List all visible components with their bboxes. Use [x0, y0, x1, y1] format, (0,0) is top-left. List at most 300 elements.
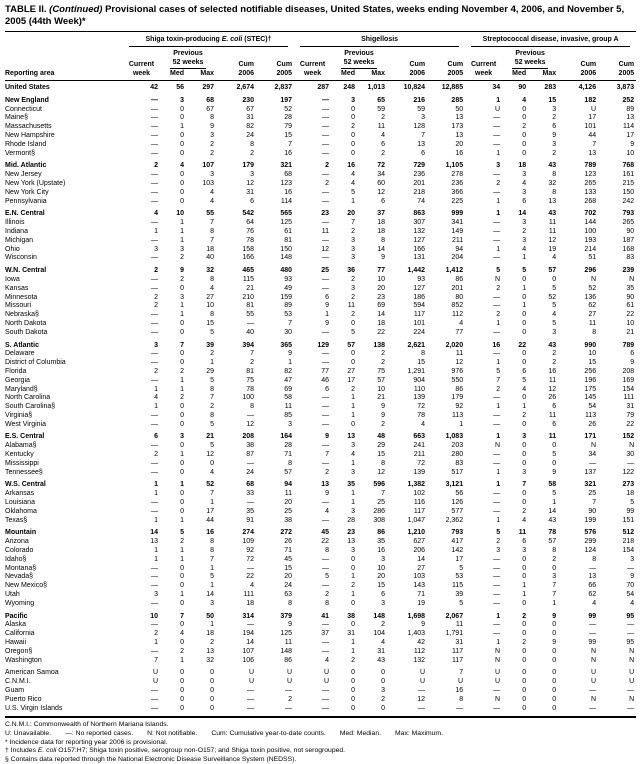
reporting-area-label: Massachusetts: [5, 123, 52, 131]
value-cell: 57: [377, 376, 386, 384]
value-cell: 4: [552, 311, 557, 319]
table-row: [5, 429, 636, 442]
value-cell: —: [151, 599, 158, 607]
footnote-provisional: * Incidence data for reporting year 2006 is provisional.: [5, 738, 168, 746]
value-cell: 133: [584, 188, 597, 196]
value-cell: U: [248, 678, 254, 686]
value-cell: 11: [377, 123, 386, 131]
value-cell: 4,126: [578, 84, 597, 91]
max-label: Max: [528, 69, 558, 81]
value-cell: 9: [325, 319, 330, 327]
value-cell: 7: [210, 236, 214, 244]
value-cell: 8: [592, 555, 597, 563]
max-label: Max: [186, 69, 216, 81]
value-cell: 24: [246, 131, 254, 139]
value-cell: 283: [544, 84, 557, 91]
value-cell: 216: [413, 96, 426, 104]
value-cell: 2: [552, 350, 557, 358]
value-cell: 125: [280, 219, 293, 227]
reporting-area-label: South Dakota: [5, 328, 48, 336]
value-cell: 0: [351, 695, 356, 703]
value-cell: —: [322, 359, 330, 367]
value-cell: 9: [381, 411, 386, 419]
value-cell: 100: [242, 394, 254, 402]
value-cell: 224: [413, 328, 426, 336]
table-row: [5, 338, 636, 351]
value-cell: —: [493, 499, 501, 507]
cum-label: Cum: [409, 61, 426, 68]
value-cell: 26: [548, 394, 557, 402]
value-cell: 2: [210, 140, 214, 148]
value-cell: —: [247, 499, 254, 507]
value-cell: 161: [622, 171, 635, 179]
value-cell: 5: [459, 564, 464, 572]
value-cell: 0: [522, 350, 527, 358]
value-cell: 7: [592, 140, 597, 148]
value-cell: 1: [154, 639, 158, 647]
value-cell: —: [493, 704, 501, 712]
value-cell: 308: [373, 516, 386, 524]
group-header-row: [5, 32, 636, 48]
year-2006-label: 2006: [216, 69, 256, 81]
table-row: [5, 556, 636, 565]
value-cell: 230: [242, 96, 254, 104]
spacer-cell: [216, 47, 294, 58]
value-cell: —: [151, 179, 158, 187]
value-cell: 1,210: [407, 529, 426, 537]
value-cell: —: [322, 188, 330, 196]
value-cell: 8: [210, 547, 214, 555]
value-cell: 3: [180, 96, 184, 104]
value-cell: —: [493, 555, 501, 563]
value-cell: 241: [413, 442, 426, 450]
value-cell: 49: [284, 284, 293, 292]
value-cell: 3: [351, 468, 356, 476]
value-cell: 15: [377, 451, 386, 459]
value-cell: 1,083: [445, 433, 464, 441]
value-cell: 15: [588, 359, 597, 367]
value-cell: 9: [381, 254, 386, 262]
value-cell: 58: [284, 394, 293, 402]
value-cell: 99: [588, 639, 597, 647]
value-cell: 4: [325, 507, 330, 515]
value-cell: 34: [588, 451, 597, 459]
table-row: [5, 254, 636, 263]
value-cell: 7: [421, 131, 426, 139]
value-cell: 9: [325, 490, 330, 498]
value-cell: 1: [552, 499, 557, 507]
value-cell: 2: [210, 639, 214, 647]
value-cell: 77: [455, 328, 464, 336]
reporting-area-label: New Jersey: [5, 171, 42, 179]
value-cell: 12: [321, 245, 330, 253]
value-cell: 0: [522, 420, 527, 428]
value-cell: 0: [180, 459, 184, 467]
value-cell: N: [629, 442, 635, 450]
value-cell: 0: [180, 564, 184, 572]
value-cell: 8: [325, 599, 330, 607]
value-cell: 94: [284, 481, 293, 489]
value-cell: 3: [421, 114, 426, 122]
value-cell: 565: [280, 210, 293, 218]
value-cell: 1: [496, 403, 501, 411]
value-cell: 0: [522, 131, 527, 139]
value-cell: 16: [347, 162, 356, 170]
value-cell: 5: [552, 451, 557, 459]
value-cell: 268: [584, 197, 597, 205]
value-cell: 142: [451, 547, 464, 555]
value-cell: 3: [351, 236, 356, 244]
value-cell: 9: [325, 433, 330, 441]
value-cell: 1: [351, 639, 356, 647]
value-cell: 21: [626, 328, 635, 336]
value-cell: 3: [210, 171, 214, 179]
value-cell: 0: [552, 695, 557, 703]
value-cell: —: [493, 630, 501, 638]
table-row: [5, 517, 636, 526]
value-cell: 0: [552, 275, 557, 283]
value-cell: 82: [246, 123, 254, 131]
legend-item: Cum: Cumulative year-to-date counts.: [211, 729, 326, 737]
value-cell: —: [322, 499, 330, 507]
value-cell: 6: [325, 293, 330, 301]
value-cell: 1: [496, 612, 501, 620]
value-cell: 379: [280, 612, 293, 620]
footnote-legend: [5, 730, 635, 739]
value-cell: 1: [351, 591, 356, 599]
value-cell: 29: [377, 442, 386, 450]
value-cell: 57: [548, 538, 557, 546]
value-cell: —: [247, 695, 254, 703]
value-cell: 2: [522, 639, 527, 647]
value-cell: 18: [206, 245, 214, 253]
value-cell: 38: [347, 612, 356, 620]
value-cell: N: [629, 647, 635, 655]
value-cell: 9: [552, 639, 557, 647]
value-cell: 8: [250, 140, 254, 148]
value-cell: 287: [317, 84, 330, 91]
value-cell: 30: [284, 328, 293, 336]
table-row: [5, 499, 636, 508]
value-cell: 13: [548, 197, 557, 205]
reporting-area-label: New York City: [5, 188, 49, 196]
group-header-strep: [465, 32, 636, 48]
week-label: week: [294, 69, 331, 81]
value-cell: 101: [584, 123, 597, 131]
value-cell: 7: [522, 481, 527, 489]
value-cell: 3: [522, 188, 527, 196]
value-cell: 0: [522, 647, 527, 655]
value-cell: 4: [522, 96, 527, 104]
reporting-area-label: Arkansas: [5, 490, 35, 498]
value-cell: 9: [180, 267, 184, 275]
value-cell: 9: [552, 468, 557, 476]
table-row: [5, 171, 636, 180]
value-cell: 8: [210, 385, 214, 393]
table-row: [5, 93, 636, 106]
value-cell: —: [493, 219, 501, 227]
value-cell: 0: [381, 669, 386, 677]
table-row: [5, 657, 636, 666]
value-cell: 297: [202, 84, 214, 91]
value-cell: 151: [622, 516, 635, 524]
value-cell: 0: [381, 678, 386, 686]
value-cell: 6: [630, 350, 635, 358]
table-row: [5, 630, 636, 639]
table-row: [5, 403, 636, 412]
value-cell: —: [322, 284, 330, 292]
table-row: [5, 469, 636, 478]
value-cell: 168: [622, 245, 635, 253]
value-cell: 21: [206, 433, 214, 441]
value-cell: 3: [496, 547, 501, 555]
value-cell: 2: [154, 630, 158, 638]
value-cell: 2: [325, 179, 330, 187]
value-cell: 16: [377, 547, 386, 555]
value-cell: 123: [584, 171, 597, 179]
value-cell: 20: [377, 284, 386, 292]
reporting-area-label: Delaware: [5, 350, 35, 358]
value-cell: 7: [210, 555, 214, 563]
value-cell: 9: [630, 140, 635, 148]
value-cell: —: [493, 171, 501, 179]
value-cell: —: [322, 687, 330, 694]
value-cell: 3: [154, 245, 158, 253]
table-row: [5, 687, 636, 696]
value-cell: 31: [246, 188, 254, 196]
value-cell: 236: [413, 171, 426, 179]
value-cell: 4: [381, 131, 386, 139]
value-cell: 23: [377, 293, 386, 301]
value-cell: 2: [496, 179, 501, 187]
value-cell: 1: [496, 197, 501, 205]
value-cell: —: [322, 219, 330, 227]
table-row: [5, 609, 636, 622]
legend-item: —: No reported cases.: [65, 729, 134, 737]
table-row: [5, 696, 636, 705]
value-cell: —: [493, 394, 501, 402]
value-cell: 18: [518, 162, 527, 170]
value-cell: 1: [522, 284, 527, 292]
value-cell: N: [591, 275, 597, 283]
value-cell: 150: [280, 245, 293, 253]
reporting-area-label: C.N.M.I.: [5, 678, 31, 686]
year-2006-label: 2006: [558, 69, 598, 81]
value-cell: 60: [377, 179, 386, 187]
value-cell: 94: [455, 245, 464, 253]
value-cell: —: [151, 420, 158, 428]
value-cell: 0: [210, 678, 214, 686]
value-cell: 71: [284, 451, 293, 459]
table-row: [5, 547, 636, 556]
value-cell: 20: [284, 573, 293, 581]
value-cell: 55: [246, 311, 254, 319]
table-row: [5, 263, 636, 276]
value-cell: 31: [377, 647, 386, 655]
value-cell: 194: [242, 630, 254, 638]
value-cell: 109: [242, 538, 254, 546]
value-cell: 69: [284, 385, 293, 393]
value-cell: —: [589, 621, 597, 629]
value-cell: 24: [284, 582, 293, 590]
value-cell: 7: [180, 612, 184, 620]
value-cell: 5: [210, 442, 214, 450]
value-cell: U: [591, 105, 597, 113]
value-cell: 8: [459, 695, 464, 703]
value-cell: 0: [522, 695, 527, 703]
value-cell: 3: [351, 245, 356, 253]
value-cell: 35: [377, 538, 386, 546]
value-cell: 208: [242, 433, 254, 441]
value-cell: —: [322, 96, 330, 104]
value-cell: 31: [626, 403, 635, 411]
reporting-area-label: S. Atlantic: [5, 341, 39, 349]
value-cell: 3: [250, 171, 254, 179]
value-cell: —: [322, 704, 330, 712]
table-header: [5, 32, 636, 81]
value-cell: 225: [451, 197, 464, 205]
value-cell: 86: [455, 385, 464, 393]
value-cell: 4: [154, 394, 158, 402]
value-cell: 278: [451, 171, 464, 179]
value-cell: 2,674: [236, 84, 254, 91]
value-cell: 1: [180, 555, 184, 563]
value-cell: 24: [246, 468, 254, 476]
value-cell: —: [151, 582, 158, 590]
reporting-area-label: Maryland§: [5, 385, 38, 393]
value-cell: 149: [451, 227, 464, 235]
weeks52-label: 52 weeks: [502, 58, 558, 69]
value-cell: U: [591, 678, 597, 686]
value-cell: 90: [518, 84, 527, 91]
value-cell: 1: [180, 311, 184, 319]
value-cell: 14: [206, 591, 214, 599]
value-cell: 3: [496, 162, 501, 170]
value-cell: 91: [246, 516, 254, 524]
table-row: [5, 150, 636, 159]
value-cell: 999: [451, 210, 464, 218]
value-cell: —: [627, 621, 635, 629]
value-cell: 273: [622, 481, 635, 489]
value-cell: 10: [377, 564, 386, 572]
value-cell: 3: [351, 254, 356, 262]
value-cell: 9: [552, 612, 557, 620]
value-cell: 1: [351, 403, 356, 411]
value-cell: U: [248, 669, 254, 677]
table-row: [5, 600, 636, 609]
value-cell: 35: [626, 284, 635, 292]
value-cell: 1: [154, 555, 158, 563]
value-cell: 50: [206, 612, 214, 620]
table-row: [5, 311, 636, 320]
value-cell: 17: [347, 376, 356, 384]
table-row: [5, 705, 636, 718]
value-cell: 90: [626, 227, 635, 235]
value-cell: 321: [280, 162, 293, 170]
value-cell: —: [247, 319, 254, 327]
value-cell: —: [151, 704, 158, 712]
value-cell: 143: [413, 582, 426, 590]
med-label: Med: [502, 69, 528, 81]
value-cell: —: [493, 131, 501, 139]
value-cell: 19: [417, 599, 426, 607]
value-cell: 10: [176, 210, 184, 218]
value-cell: 4: [522, 516, 527, 524]
value-cell: 286: [373, 507, 386, 515]
value-cell: 314: [242, 612, 254, 620]
value-cell: 31: [347, 630, 356, 638]
value-cell: N: [629, 695, 635, 703]
group-label: Streptococcal disease, invasive, group A: [482, 36, 619, 43]
value-cell: 7: [180, 341, 184, 349]
value-cell: 65: [377, 96, 386, 104]
value-cell: —: [493, 123, 501, 131]
value-cell: 1: [180, 236, 184, 244]
value-cell: U: [629, 678, 635, 686]
value-cell: 186: [413, 293, 426, 301]
value-cell: —: [322, 695, 330, 703]
cum-label: Cum: [238, 61, 254, 68]
value-cell: 70: [626, 582, 635, 590]
value-cell: 44: [206, 516, 214, 524]
table-row: [5, 508, 636, 517]
value-cell: 61: [626, 302, 635, 310]
value-cell: 148: [280, 647, 293, 655]
table-row: [5, 320, 636, 329]
value-cell: U: [286, 678, 293, 686]
value-cell: 1: [180, 591, 184, 599]
value-cell: 1,291: [407, 367, 426, 375]
value-cell: 550: [451, 376, 464, 384]
value-cell: —: [589, 704, 597, 712]
value-cell: 34: [377, 171, 386, 179]
value-cell: 9: [552, 131, 557, 139]
value-cell: 1: [154, 516, 158, 524]
value-cell: 8: [210, 538, 214, 546]
value-cell: 4: [522, 245, 527, 253]
value-cell: U: [152, 669, 158, 677]
value-cell: 68: [284, 171, 293, 179]
value-cell: 0: [522, 394, 527, 402]
value-cell: 0: [180, 669, 184, 677]
value-cell: —: [493, 227, 501, 235]
value-cell: 2: [250, 149, 254, 157]
value-cell: 85: [284, 411, 293, 419]
value-cell: 197: [280, 96, 293, 104]
reporting-area-label: Mountain: [5, 529, 37, 537]
value-cell: —: [322, 639, 330, 647]
value-cell: 127: [413, 236, 426, 244]
value-cell: 78: [548, 529, 557, 537]
value-cell: 768: [622, 162, 635, 170]
value-cell: 58: [548, 481, 557, 489]
value-cell: —: [247, 687, 254, 694]
value-cell: 1: [496, 359, 501, 367]
value-cell: 13: [347, 433, 356, 441]
value-cell: 0: [351, 359, 356, 367]
reporting-area-label: Rhode Island: [5, 140, 47, 148]
value-cell: 0: [351, 420, 356, 428]
value-cell: 4: [180, 630, 184, 638]
value-cell: 5: [325, 573, 330, 581]
group-label-italic: E. coli: [221, 36, 243, 43]
value-cell: 63: [284, 591, 293, 599]
value-cell: 211: [413, 451, 426, 459]
reporting-area-label: Tennessee§: [5, 468, 43, 476]
reporting-area-label: Louisiana: [5, 499, 35, 507]
value-cell: —: [322, 123, 330, 131]
value-cell: 26: [588, 420, 597, 428]
